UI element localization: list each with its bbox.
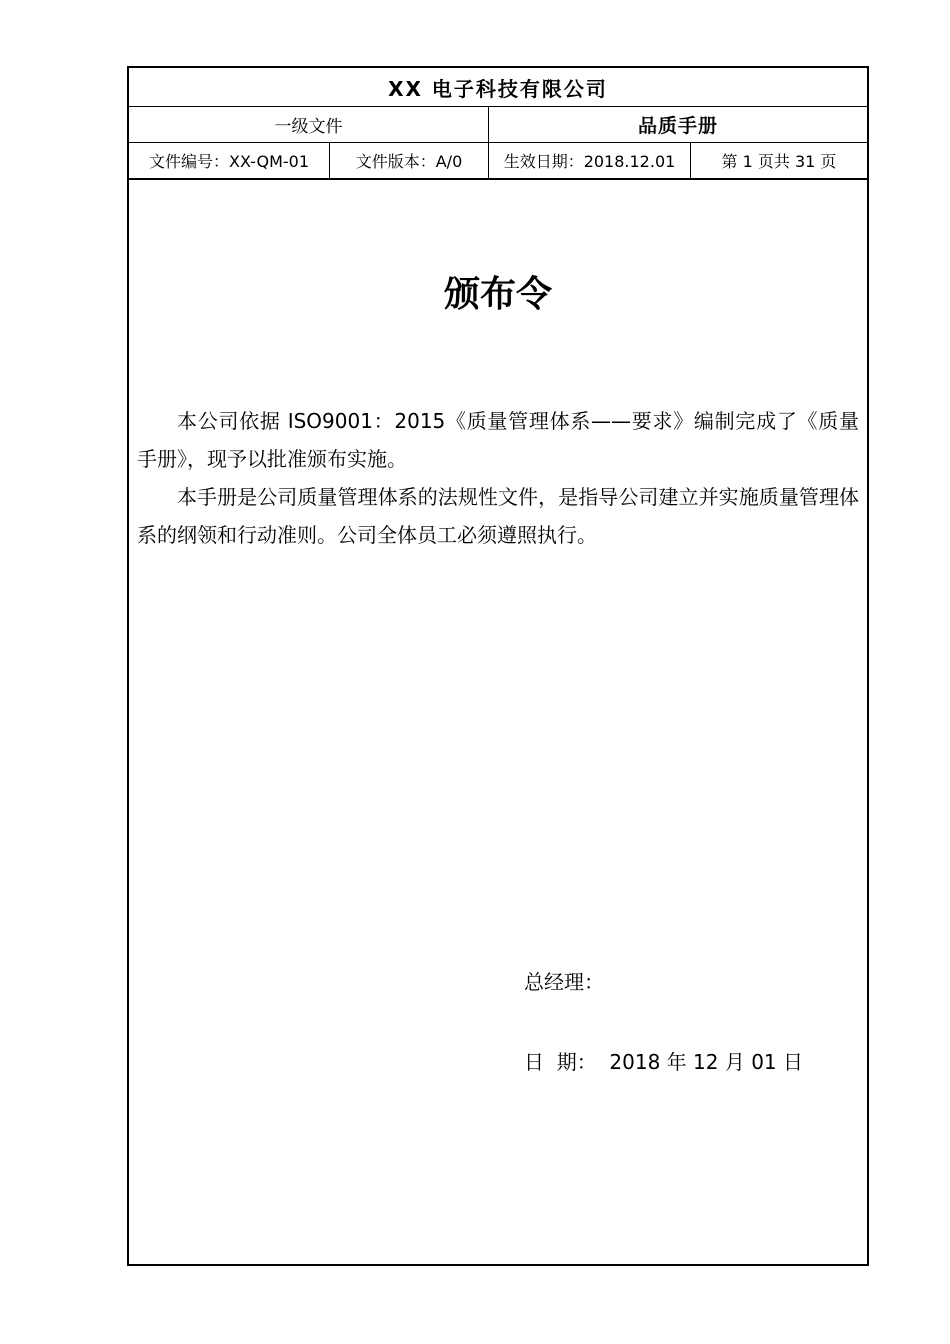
signature-date: 日 期： 2018 年 12 月 01 日 (524, 1050, 804, 1074)
doc-version: 文件版本：A/0 (329, 143, 488, 178)
header-row-company (129, 68, 867, 107)
page-info: 第 1 页共 31 页 (690, 143, 867, 178)
effective-date: 生效日期：2018.12.01 (488, 143, 690, 178)
page-title: 颁布令 (443, 273, 552, 315)
body-text (137, 402, 859, 554)
header-row-doc-type (129, 107, 867, 143)
document-frame (127, 66, 869, 1266)
doc-number: 文件编号：XX-QM-01 (148, 152, 310, 171)
doc-level: 一级文件 (274, 117, 343, 137)
manual-name: 品质手册 (488, 107, 867, 142)
paragraph: 本公司依据 ISO9001：2015《质量管理体系——要求》编制完成了《质量手册》，现予以批准颁布实施。 (137, 409, 859, 471)
signature-manager: 总经理： (524, 970, 604, 994)
paragraph: 本手册是公司质量管理体系的法规性文件，是指导公司建立并实施质量管理体系的纲领和行动准则。公司全体员工必须遵照执行。 (137, 485, 859, 547)
header-row-doc-info (129, 143, 867, 180)
company-name: XX 电子科技有限公司 (388, 76, 608, 101)
